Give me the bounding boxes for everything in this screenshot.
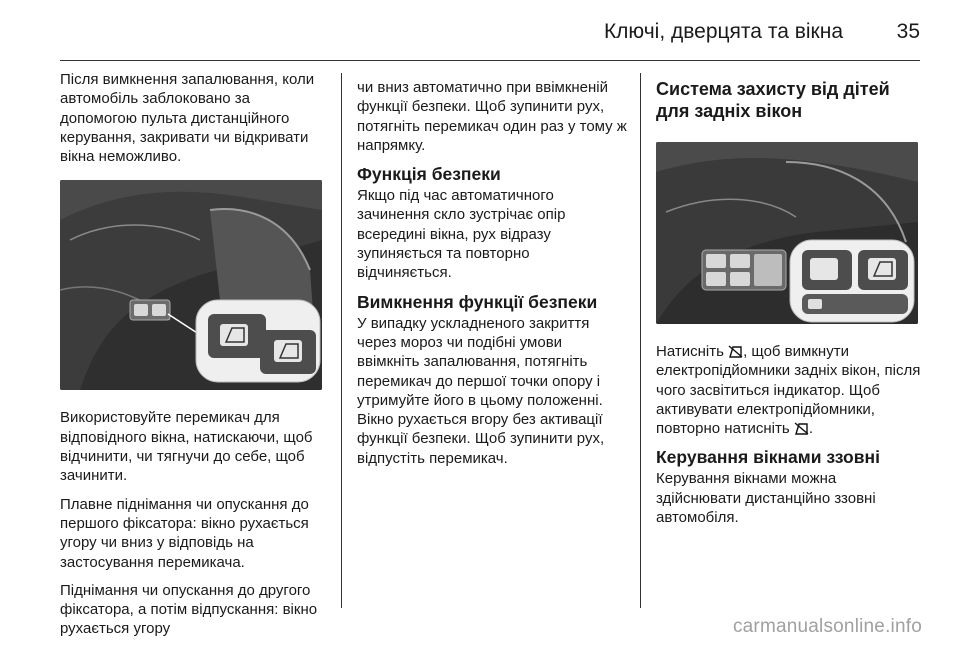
heading-child-lock: Система захисту від дітей для задніх вікон (656, 79, 890, 121)
paragraph-child-lock (656, 342, 924, 438)
window-switch-illustration (60, 180, 322, 390)
heading-disable-safety: Вимкнення функції безпеки (357, 291, 598, 312)
column-1 (60, 70, 328, 648)
press-text-1: Натисніть (656, 343, 724, 360)
paragraph-auto-stop: чи вниз автоматично при ввімкненій функції безпеки. Щоб зупинити рух, потягніть перемикач один раз у тому ж напрямку. (357, 79, 627, 154)
page-header (0, 0, 960, 62)
paragraph-safety-function: Якщо під час автоматичного зачинення скло зустрічає опір всередині вікна, рух відразу зупиняється та повторно відчиняється. (357, 187, 566, 282)
page-number: 35 (896, 20, 920, 43)
heading-safety-function: Функція безпеки (357, 164, 501, 185)
footer-watermark: carmanualsonline.info (732, 616, 922, 637)
heading-remote-windows: Керування вікнами ззовні (656, 447, 880, 468)
column-2 (357, 78, 627, 477)
paragraph-switch-usage: Використовуйте перемикач для відповідного вікна, натискаючи, щоб відчинити, чи тягнучи до себе, щоб зачинити. (60, 409, 313, 485)
paragraph-remote-windows: Керування вікнами можна здійснювати дистанційно ззовні автомобіля. (656, 470, 876, 527)
column-3 (656, 78, 924, 536)
door-panel-drawing (60, 180, 322, 390)
child-lock-description: , щоб вимкнути електропідйомники задніх вікон, після чого засвітиться індикатор. Щоб активувати електропідйомники, повторно натисніть (656, 343, 921, 438)
child-lock-drawing (656, 142, 918, 324)
page-title: Ключі, дверцята та вікна (603, 20, 843, 43)
column-divider-1 (341, 73, 342, 608)
column-divider-2 (640, 73, 641, 608)
paragraph-disable-safety: У випадку ускладненого закриття через мороз чи подібні умови ввімкніть запалювання, потягніть перемикач до першої точки опору і утримуйте його в цьому положенні. Вікно рухається вгору без активації функції безпеки. Щоб зупинити рух, відпустіть перемикач. (357, 314, 605, 467)
paragraph-first-detent: Плавне піднімання чи опускання до першого фіксатора: вікно рухається угору чи вниз у відповідь на застосування перемикача. (60, 495, 309, 571)
sentence-end: . (808, 420, 813, 438)
child-lock-illustration (656, 142, 918, 324)
window-lock-icon (794, 422, 809, 435)
header-divider (60, 60, 920, 61)
paragraph-second-detent: Піднімання чи опускання до другого фіксатора, а потім відпускання: вікно рухається угору (60, 581, 318, 638)
paragraph-remote-lock: Після вимкнення запалювання, коли автомобіль заблоковано за допомогою пульта дистанційного керування, закривати чи відкривати вікна неможливо. (60, 71, 315, 166)
window-lock-icon (728, 345, 743, 358)
